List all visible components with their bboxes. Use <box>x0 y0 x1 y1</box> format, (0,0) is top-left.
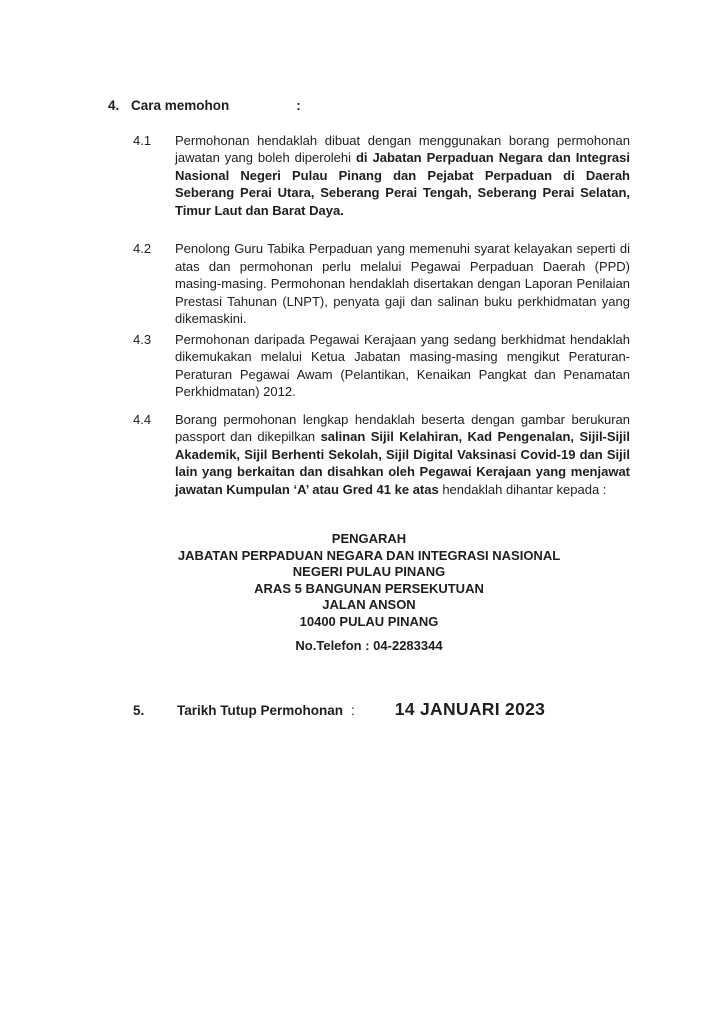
clause-4-3-text-regular: Permohonan daripada Pegawai Kerajaan yang sedang berkhidmat hendaklah dikemukakan melalui Ketua Jabatan masing-masing mengikut Peraturan-Peraturan Pegawai Awam (Pelantikan, Kenaikan Pangkat dan Penamatan Perkhidmatan) 2012. <box>175 331 630 399</box>
clause-4-1 <box>133 132 630 220</box>
section-4-colon: : <box>296 98 301 113</box>
clause-4-2-text-regular: Penolong Guru Tabika Perpaduan yang memenuhi syarat kelayakan seperti di atas dan permohonan perlu melalui Pegawai Perpaduan Daerah (PPD) masing-masing. Permohonan hendaklah disertakan dengan Laporan Penilaian Prestasi Tahunan (LNPT), penyata gaji dan salinan buku perkhidmatan yang dikemaskini. <box>175 241 630 326</box>
address-line-department: JABATAN PERPADUAN NEGARA DAN INTEGRASI NASIONAL <box>177 547 561 563</box>
closing-date-value: 14 JANUARI 2023 <box>394 699 546 720</box>
clause-4-4-number: 4.4 <box>133 411 152 427</box>
address-line-building: ARAS 5 BANGUNAN PERSEKUTUAN <box>254 580 484 596</box>
section-4-heading <box>108 97 630 115</box>
section-4-number: 4. <box>108 98 120 113</box>
section-5-number: 5. <box>133 703 145 719</box>
mailing-address-block <box>108 531 630 654</box>
clause-4-4-text-regular: Borang permohonan lengkap hendaklah beserta dengan gambar berukuran passport dan dikepilkan <box>175 411 630 444</box>
clause-4-2-text <box>175 240 630 328</box>
clause-4-1-text <box>175 132 630 220</box>
closing-date-row <box>133 699 630 720</box>
address-line-director: PENGARAH <box>331 531 407 546</box>
clause-4-3-text <box>175 331 630 401</box>
clause-4-4-text-regular-2: hendaklah dihantar kepada : <box>438 481 607 497</box>
clause-4-1-number: 4.1 <box>133 132 152 148</box>
document-content <box>108 97 630 720</box>
clause-4-4-text <box>175 411 630 499</box>
clause-4-4 <box>133 411 630 499</box>
clause-4-1-text-bold: di Jabatan Perpaduan Negara dan Integrasi Nasional Negeri Pulau Pinang dan Pejabat Perpaduan di Daerah Seberang Perai Utara, Seberang Perai Tengah, Seberang Perai Selatan, Timur Laut dan Barat Daya. <box>175 150 630 218</box>
clause-4-3-number: 4.3 <box>133 331 152 347</box>
address-line-state: NEGERI PULAU PINANG <box>292 564 446 580</box>
clause-4-2 <box>133 240 630 328</box>
clause-4-1-text-regular: Permohonan hendaklah dibuat dengan menggunakan borang permohonan jawatan yang boleh diperolehi <box>175 132 630 165</box>
clause-list <box>133 132 630 499</box>
closing-date-label: Tarikh Tutup Permohonan <box>177 703 344 719</box>
clause-4-3 <box>133 331 630 401</box>
phone-line: No.Telefon : 04-2283344 <box>295 637 443 653</box>
clause-4-2-number: 4.2 <box>133 241 152 256</box>
section-4-title: Cara memohon <box>131 98 230 113</box>
closing-date-colon: : <box>351 703 355 719</box>
clause-4-4-text-bold: salinan Sijil Kelahiran, Kad Pengenalan, Sijil-Sijil Akademik, Sijil Berhenti Sekolah, Sijil Digital Vaksinasi Covid-19 dan Sijil lain yang berkaitan dan disahkan oleh Pegawai Kerajaan yang menjawat jawatan Kumpulan ‘A’ atau Gred 41 ke atas <box>175 429 631 497</box>
address-line-postcode: 10400 PULAU PINANG <box>299 613 439 629</box>
address-line-street: JALAN ANSON <box>322 597 416 613</box>
